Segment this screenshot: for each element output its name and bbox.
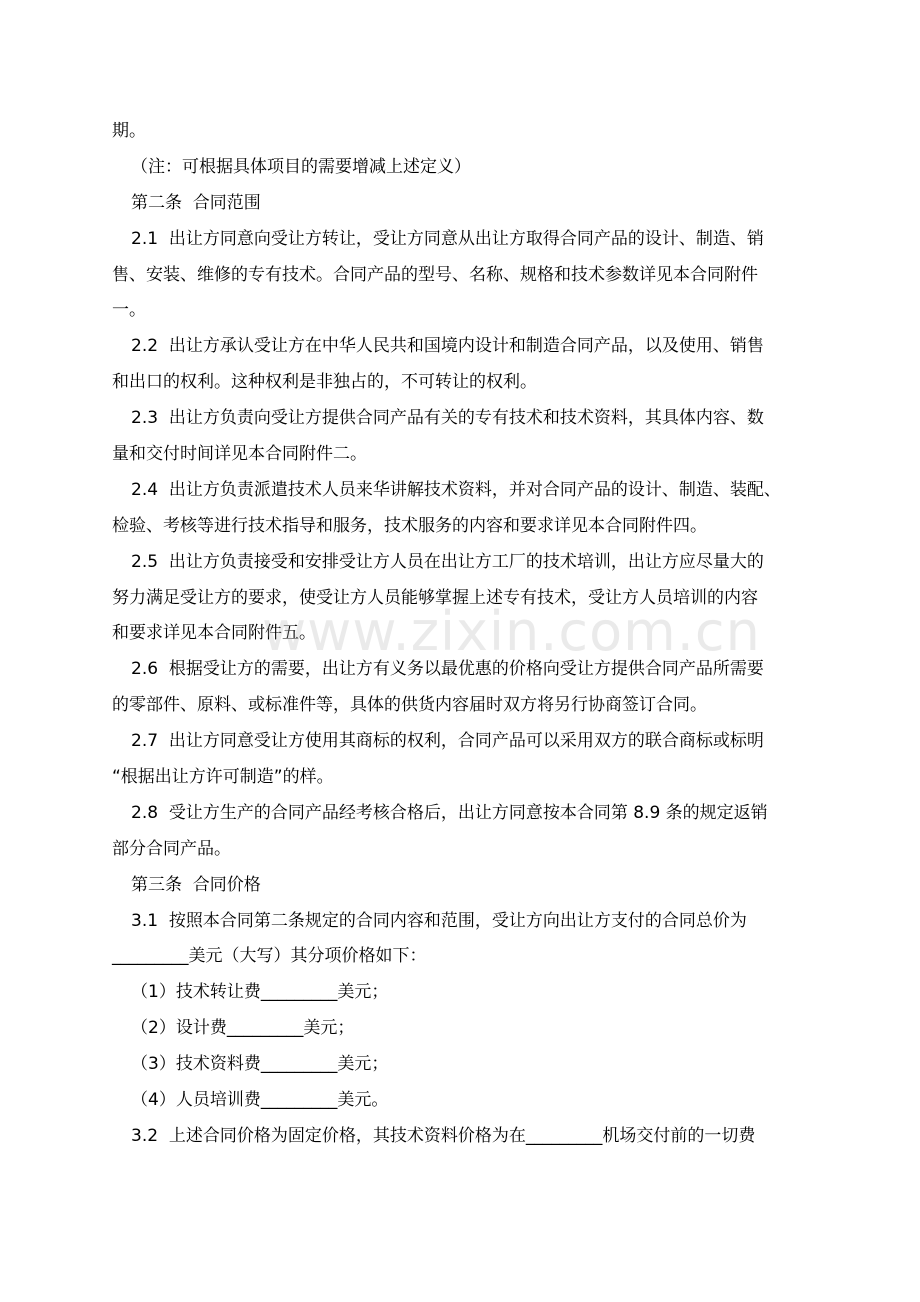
text-line: 量和交付时间详见本合同附件二。 xyxy=(112,444,367,465)
clause-line: 2.2 出让方承认受让方在中华人民共和国境内设计和制造合同产品，以及使用、销售 xyxy=(131,336,764,357)
clause-line: 2.6 根据受让方的需要，出让方有义务以最优惠的价格向受让方提供合同产品所需要 xyxy=(131,659,764,680)
text-line: 的零部件、原料、或标准件等，具体的供货内容届时双方将另行协商签订合同。 xyxy=(112,695,707,716)
section-heading: 第三条 合同价格 xyxy=(131,874,261,895)
clause-line: 2.4 出让方负责派遣技术人员来华讲解技术资料，并对合同产品的设计、制造、装配、 xyxy=(131,479,781,500)
price-item: （3）技术资料费_________美元； xyxy=(131,1054,389,1075)
text-line: （注：可根据具体项目的需要增减上述定义） xyxy=(131,156,471,177)
clause-line: 3.1 按照本合同第二条规定的合同内容和范围，受让方向出让方支付的合同总价为 xyxy=(131,910,747,931)
text-line: 一。 xyxy=(112,300,146,321)
watermark: www.zixin.com.cn xyxy=(262,600,761,663)
text-line: 和出口的权利。这种权利是非独占的，不可转让的权利。 xyxy=(112,372,537,393)
clause-line: 2.5 出让方负责接受和安排受让方人员在出让方工厂的技术培训，出让方应尽量大的 xyxy=(131,551,764,572)
text-line: 部分合同产品。 xyxy=(112,838,231,859)
price-item: （2）设计费_________美元； xyxy=(131,1018,355,1039)
text-line: 售、安装、维修的专有技术。合同产品的型号、名称、规格和技术参数详见本合同附件 xyxy=(112,264,758,285)
price-item: （1）技术转让费_________美元； xyxy=(131,982,389,1003)
price-item: （4）人员培训费_________美元。 xyxy=(131,1090,389,1111)
text-line: 努力满足受让方的要求，使受让方人员能够掌握上述专有技术，受让方人员培训的内容 xyxy=(112,587,758,608)
text-line: _________美元（大写）其分项价格如下： xyxy=(112,946,427,967)
document-body xyxy=(112,114,812,1155)
section-heading: 第二条 合同范围 xyxy=(131,192,261,213)
clause-line: 2.3 出让方负责向受让方提供合同产品有关的专有技术和技术资料，其具体内容、数 xyxy=(131,408,764,429)
text-line: 期。 xyxy=(112,121,146,141)
clause-line: 3.2 上述合同价格为固定价格，其技术资料价格为在_________机场交付前的一切费 xyxy=(131,1125,756,1146)
text-line: “根据出让方许可制造”的样。 xyxy=(112,767,334,788)
clause-line: 2.7 出让方同意受让方使用其商标的权利，合同产品可以采用双方的联合商标或标明 xyxy=(131,731,764,752)
clause-line: 2.1 出让方同意向受让方转让，受让方同意从出让方取得合同产品的设计、制造、销 xyxy=(131,228,764,249)
text-line: 检验、考核等进行技术指导和服务，技术服务的内容和要求详见本合同附件四。 xyxy=(112,515,707,536)
text-line: 和要求详见本合同附件五。 xyxy=(112,623,316,644)
clause-line: 2.8 受让方生产的合同产品经考核合格后，出让方同意按本合同第 8.9 条的规定返销 xyxy=(131,802,768,823)
